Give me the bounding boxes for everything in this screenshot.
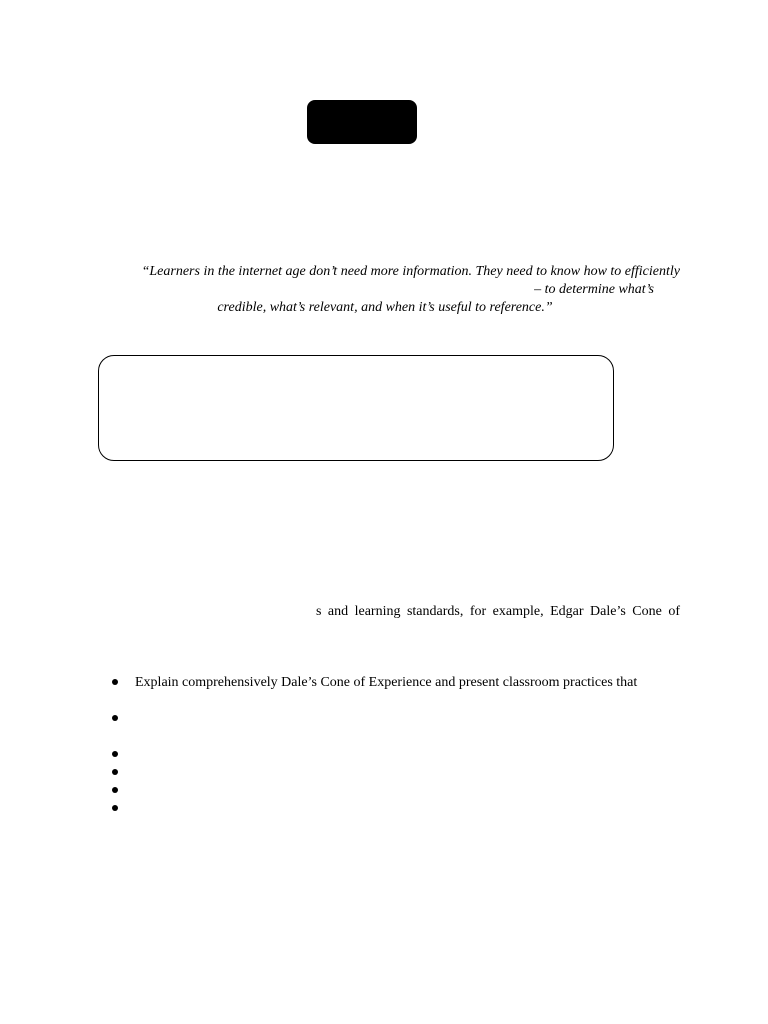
bullet-icon: [112, 679, 118, 685]
quote-line-3: credible, what’s relevant, and when it’s useful to reference.”: [217, 300, 553, 315]
list-item: [112, 782, 135, 800]
quote-line-1: “Learners in the internet age don’t need more information. They need to know how to efficiently: [141, 264, 680, 279]
paragraph-fragment: s and learning standards, for example, Edgar Dale’s Cone of: [315, 604, 680, 619]
bullet-icon: [112, 805, 118, 811]
bullet-icon: [112, 751, 118, 757]
quote-line-2: – to determine what’s: [534, 282, 654, 297]
bullet-icon: [112, 715, 118, 721]
bullet-text: Explain comprehensively Dale’s Cone of Experience and present classroom practices that: [135, 675, 638, 690]
list-item: [112, 746, 135, 764]
bullet-icon: [112, 787, 118, 793]
quote-block: [90, 263, 680, 317]
list-item: [112, 800, 135, 818]
list-item: [112, 674, 637, 692]
list-item: [112, 764, 135, 782]
bullet-icon: [112, 769, 118, 775]
empty-rounded-box: [98, 355, 614, 461]
redacted-title-block: [307, 100, 417, 144]
list-item: [112, 710, 135, 728]
